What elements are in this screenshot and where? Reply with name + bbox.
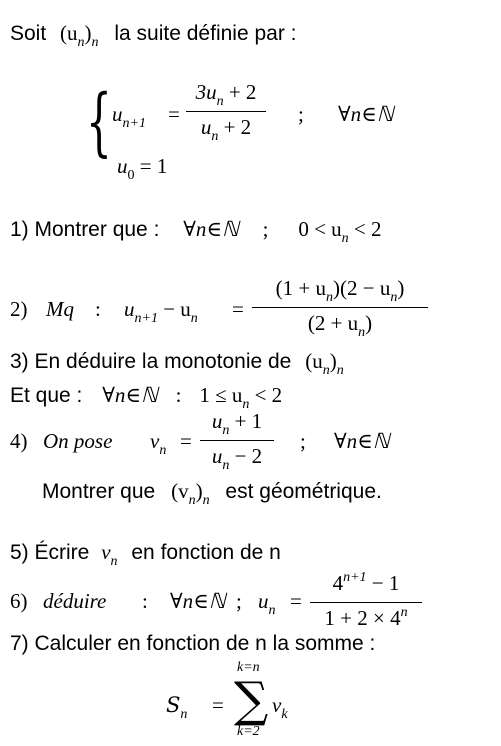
intro-prefix: Soit [10,22,47,45]
q6-lhs: $u_n$ [258,589,276,618]
q6-quantifier: ∀n∈ℕ [170,589,226,613]
sequence-u: $(u_n)_n$ [60,21,99,50]
q7-label: 7) Calculer en fonction de n la somme : [10,632,376,655]
q3-sequence: $(u_n)_n$ [305,349,344,378]
q5-var: $v_n$ [101,540,118,569]
q6-separator: ; [236,589,242,613]
q3-inequality: $1 \le u_n < 2$ [199,383,283,412]
q6-text: déduire [43,589,107,613]
question-7 [10,631,375,657]
system-brace: { [86,79,112,165]
question-3 [10,348,344,378]
q6-eq: = [290,589,302,613]
q2-fraction: $(1 + u_n)(2 - u_n)$ $(2 + u_n)$ [252,275,428,340]
q3-colon: : [175,383,182,407]
q2-abbr: Mq [46,297,74,321]
system-lhs: $u_{n+1}$ [112,102,146,131]
question-4-line-2 [42,478,382,508]
q7-upper-bound: k=n [237,660,260,675]
intro-suffix: la suite définie par : [114,22,297,45]
system-fraction: $3u_n + 2$ $u_n + 2$ [186,79,266,144]
summation-icon: ∑ [234,672,269,728]
system-quantifier: ∀n∈ℕ [338,102,394,126]
q2-eq: = [232,297,244,321]
q5-label: 5) Écrire [10,541,90,564]
q4-lhs: $v_n$ [150,429,167,458]
q7-eq: = [212,693,224,717]
intro-line [10,20,296,50]
q3-quantifier: ∀n∈ℕ [102,383,158,407]
q6-colon: : [142,589,148,613]
q2-lhs: $u_{n+1} - u_n$ [124,297,198,326]
q1-inequality: $0 < u_n < 2$ [298,217,382,246]
q6-label: 6) [10,589,28,613]
q4-quantifier: ∀n∈ℕ [334,429,390,453]
q6-fraction: $4^{n+1} - 1$ $1 + 2 \times 4^n$ [310,570,422,635]
system-eq: = [168,102,180,126]
q3-line2-prefix: Et que : [10,384,83,407]
q4-label: 4) [10,429,28,453]
system-separator: ; [298,102,304,126]
q7-lower-bound: k=2 [237,724,260,739]
q2-colon: : [95,297,101,321]
q4-separator: ; [300,429,306,453]
question-5 [10,539,281,569]
q4-line2-suffix: est géométrique. [225,480,382,503]
q4-line2-prefix: Montrer que [42,480,156,503]
q1-separator: ; [262,217,269,241]
q7-term: $v_k$ [272,693,288,722]
q3-label: 3) En déduire la monotonie de [10,350,292,373]
question-1 [10,216,382,246]
q7-lhs: $S_n$ [166,693,188,722]
system-init: $u_0 = 1$ [117,154,168,183]
q1-label: 1) Montrer que : [10,218,160,241]
q4-sequence: $(v_n)_n$ [171,479,210,508]
q4-fraction: $u_n + 1$ $u_n - 2$ [200,408,274,473]
q4-eq: = [180,429,192,453]
q5-suffix: en fonction de n [131,541,281,564]
q2-label: 2) [10,297,28,321]
q4-text: On pose [43,429,113,453]
q1-quantifier: ∀n∈ℕ [183,217,239,241]
